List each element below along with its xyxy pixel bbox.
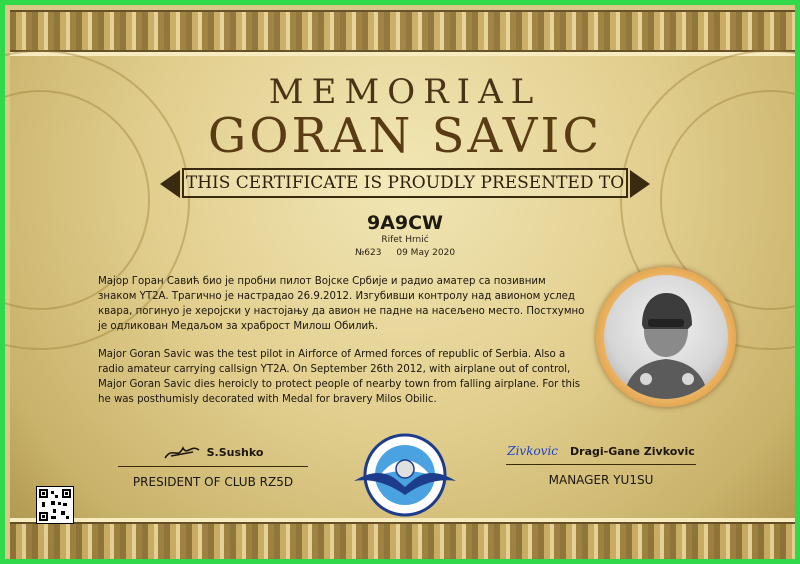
dedication-text-serbian: Мајор Горан Савић био је пробни пилот Војске Србије и радио аматер са позивним знаком YT2A. Трагично је настрадао 26.9.2012. Изгубивши контролу над авионом услед квара, погинуо је херојски у настојању да авион не падне на насељено место. Постхумно је одликован Медаљом за храброст Милош Обилић. bbox=[98, 276, 585, 332]
title-honoree-name: GORAN SAVIC bbox=[207, 108, 603, 164]
signature-scribble-icon bbox=[163, 442, 203, 462]
signatory-left-name: S.Sushko bbox=[206, 445, 264, 459]
certificate-date: 09 May 2020 bbox=[396, 248, 456, 258]
aviators-club-emblem-icon bbox=[350, 425, 460, 525]
ribbon-tip-left bbox=[160, 170, 180, 198]
decorative-border-bottom bbox=[10, 522, 800, 564]
qr-code-icon bbox=[39, 489, 71, 521]
ribbon-tip-right bbox=[630, 170, 650, 198]
signature-line-left bbox=[118, 466, 308, 467]
border-trim-top bbox=[10, 52, 800, 56]
pilot-portrait-image bbox=[604, 275, 728, 399]
recipient-name: Rifet Hrnić bbox=[381, 235, 429, 245]
signatory-right-name: Dragi-Gane Zivkovic bbox=[570, 444, 695, 458]
signature-block-right bbox=[486, 442, 716, 487]
certificate-number: №623 bbox=[354, 248, 382, 258]
signature-script-right: Zivkovic bbox=[507, 444, 559, 459]
signature-block-left bbox=[98, 442, 328, 489]
dedication-text-english: Major Goran Savic was the test pilot in Airforce of Armed forces of republic of Serbia. Also a radio amateur carrying callsign YT2A. On September 26th 2012, with airplane out of control, Major Goran Savic dies heroicly to protect people of nearby town from falling airplane. For this he was posthumisly decorated with Medal for bravery Milos Obilic. bbox=[98, 349, 581, 405]
pilot-silhouette-icon bbox=[604, 275, 728, 399]
title-memorial: MEMORIAL bbox=[268, 72, 542, 112]
recipient-callsign: 9A9CW bbox=[366, 212, 444, 234]
decorative-border-top bbox=[10, 10, 800, 52]
signatory-left-role: PRESIDENT OF CLUB RZ5D bbox=[132, 475, 294, 489]
signatory-right-role: MANAGER YU1SU bbox=[548, 473, 654, 487]
qr-code bbox=[36, 486, 74, 524]
club-logo bbox=[350, 425, 460, 525]
certificate-paper bbox=[10, 10, 800, 564]
portrait-frame bbox=[596, 267, 736, 407]
signature-line-right bbox=[506, 464, 696, 465]
subtitle-ribbon: THIS CERTIFICATE IS PROUDLY PRESENTED TO bbox=[182, 168, 628, 198]
certificate-serial-date bbox=[10, 248, 800, 258]
